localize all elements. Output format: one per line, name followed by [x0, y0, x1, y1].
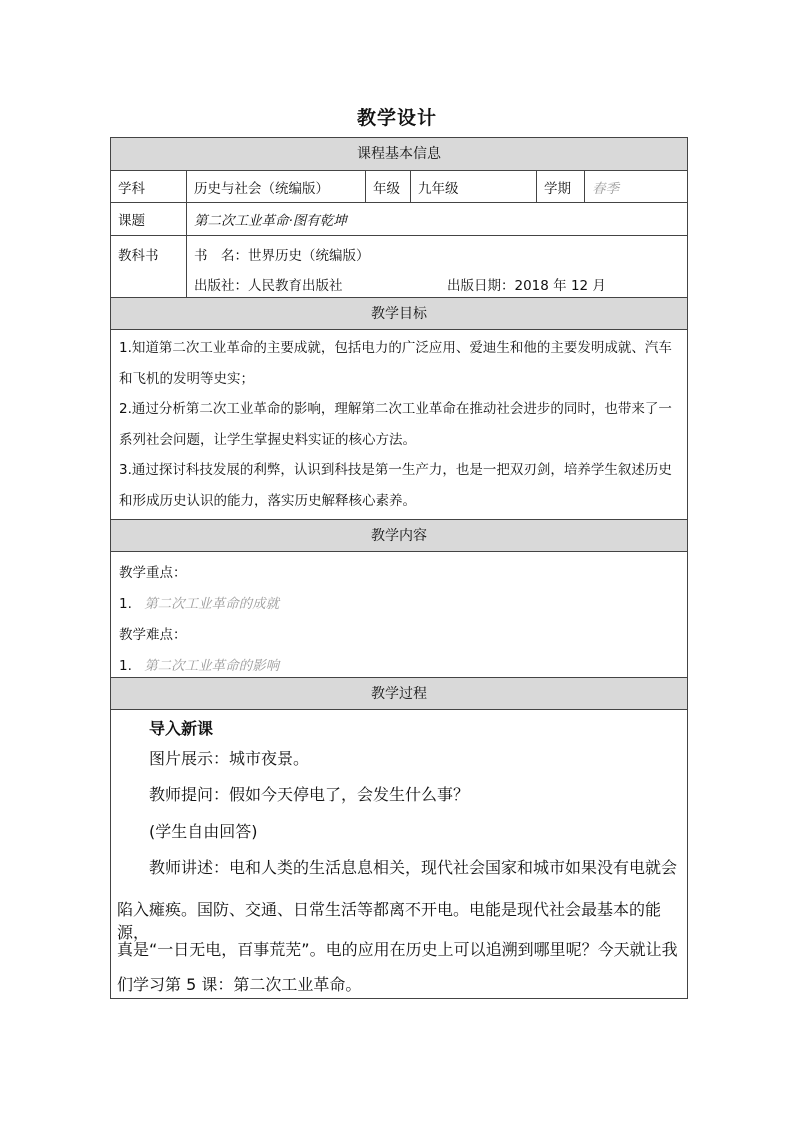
subject-value: 历史与社会（统编版）	[187, 171, 366, 202]
difficult-point-text: 第二次工业革命的影响	[144, 658, 280, 674]
topic-row	[111, 203, 687, 236]
textbook-row	[111, 236, 687, 298]
topic-value: 第二次工业革命·图有乾坤	[194, 213, 347, 229]
page-title: 教学设计	[356, 107, 437, 129]
key-point-number: 1.	[119, 596, 132, 612]
objective-item-2: 2.通过分析第二次工业革命的影响，理解第二次工业革命在推动社会进步的同时，也带来了一系列社会问题，让学生掌握史料实证的核心方法。	[119, 401, 672, 448]
process-line-1: 图片展示：城市夜景。	[149, 749, 310, 768]
grade-value: 九年级	[411, 171, 537, 202]
objective-item-1: 1.知道第二次工业革命的主要成就，包括电力的广泛应用、爱迪生和他的主要发明成就、汽车和飞机的发明等史实；	[119, 340, 672, 387]
publisher: 出版社：人民教育出版社	[194, 278, 343, 294]
process-para-line-1: 教师讲述：电和人类的生活息息相关，现代社会国家和城市如果没有电就会	[149, 858, 678, 877]
process-line-2: 教师提问：假如今天停电了，会发生什么事？	[149, 785, 470, 804]
process-header: 教学过程	[111, 678, 687, 710]
difficult-points-label: 教学难点：	[119, 627, 187, 643]
topic-label: 课题	[111, 203, 187, 235]
content-header: 教学内容	[111, 520, 687, 552]
term-value: 春季	[592, 180, 619, 197]
grade-label: 年级	[366, 171, 411, 202]
term-label: 学期	[537, 171, 585, 202]
process-line-3: (学生自由回答)	[149, 822, 258, 841]
subject-label: 学科	[111, 171, 187, 202]
process-para-line-3: 真是“一日无电，百事荒芜”。电的应用在历史上可以追溯到哪里呢？今天就让我	[117, 940, 678, 959]
key-point-text: 第二次工业革命的成就	[144, 596, 280, 612]
difficult-point-number: 1.	[119, 658, 132, 674]
key-points-label: 教学重点：	[119, 565, 187, 581]
process-body	[111, 710, 687, 998]
publish-date: 出版日期：2018 年 12 月	[447, 278, 606, 294]
lesson-plan-table	[110, 137, 688, 999]
content-body	[111, 552, 687, 678]
process-para-line-4: 们学习第 5 课：第二次工业革命。	[117, 975, 362, 994]
subject-row	[111, 171, 687, 203]
objectives-header: 教学目标	[111, 298, 687, 330]
book-name: 书 名：世界历史（统编版）	[194, 248, 370, 264]
objective-item-3: 3.通过探讨科技发展的利弊，认识到科技是第一生产力，也是一把双刃剑，培养学生叙述历史和形成历史认识的能力，落实历史解释核心素养。	[119, 462, 672, 509]
key-point-item	[119, 592, 279, 612]
process-para-line-2: 陷入瘫痪。国防、交通、日常生活等都离不开电。电能是现代社会最基本的能源，	[117, 900, 662, 942]
textbook-label: 教科书	[111, 236, 187, 297]
textbook-info	[187, 236, 687, 297]
objectives-body	[111, 330, 687, 520]
basic-info-header: 课程基本信息	[111, 138, 687, 171]
intro-title: 导入新课	[149, 719, 214, 738]
difficult-point-item	[119, 654, 279, 674]
